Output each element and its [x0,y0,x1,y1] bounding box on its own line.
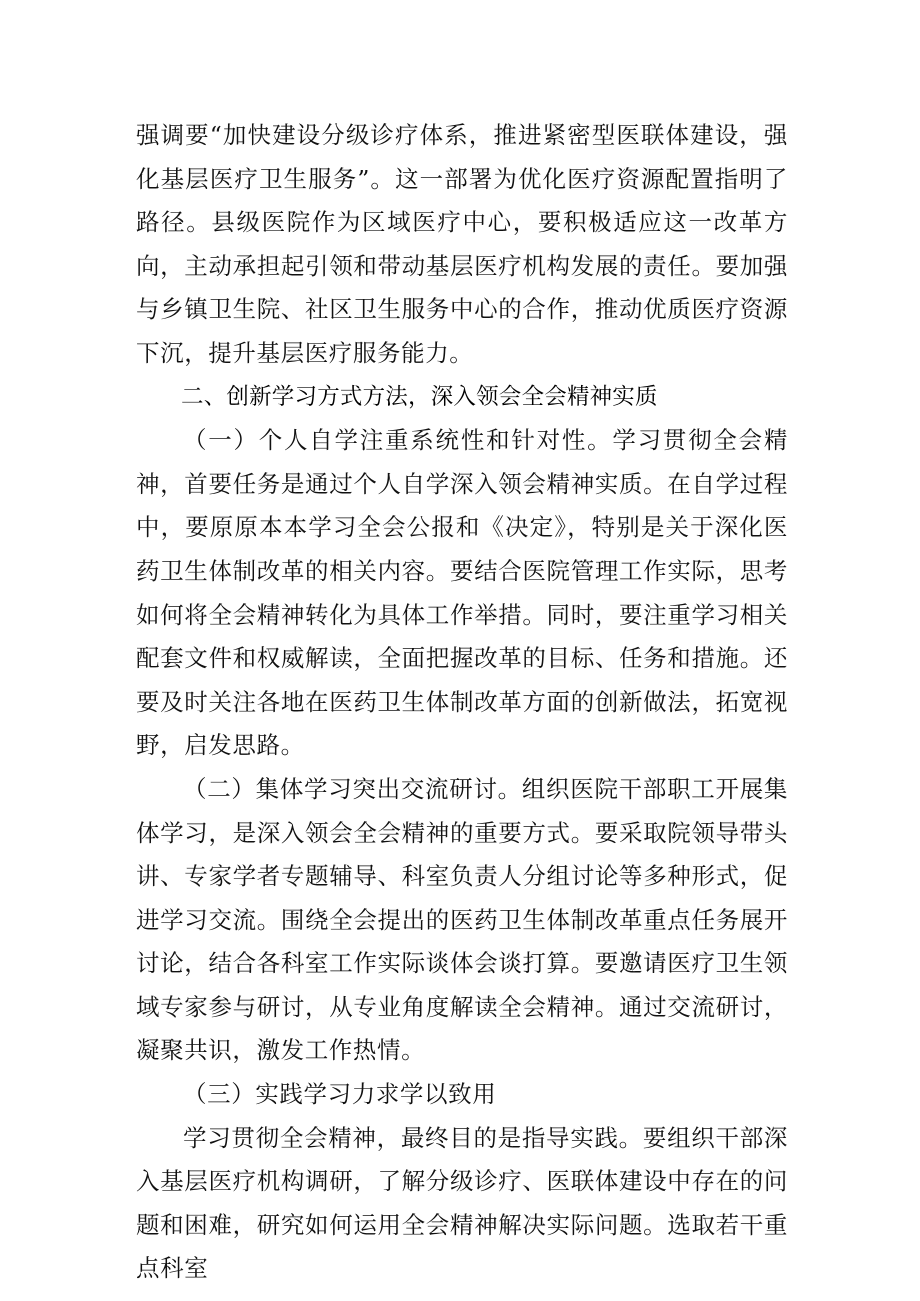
paragraph-self-study: （一）个人自学注重系统性和针对性。学习贯彻全会精神，首要任务是通过个人自学深入领会精神实质。在自学过程中，要原原本本学习全会公报和《决定》，特别是关于深化医药卫生体制改革的相关内容。要结合医院管理工作实际，思考如何将全会精神转化为具体工作举措。同时，要注重学习相关配套文件和权威解读，全面把握改革的目标、任务和措施。还要及时关注各地在医药卫生体制改革方面的创新做法，拓宽视野，启发思路。 [136,426,788,760]
subheading-practice-study: （三）实践学习力求学以致用 [183,1080,497,1109]
paragraph-group-study: （二）集体学习突出交流研讨。组织医院干部职工开展集体学习，是深入领会全会精神的重要方式。要采取院领导带头讲、专家学者专题辅导、科室负责人分组讨论等多种形式，促进学习交流。围绕全会提出的医药卫生体制改革重点任务展开讨论，结合各科室工作实际谈体会谈打算。要邀请医疗卫生领域专家参与研讨，从专业角度解读全会精神。通过交流研讨，凝聚共识，激发工作热情。 [136,774,788,1065]
paragraph-practice-study: 学习贯彻全会精神，最终目的是指导实践。要组织干部深入基层医疗机构调研，了解分级诊疗、医联体建设中存在的问题和困难，研究如何运用全会精神解决实际问题。选取若干重点科室 [136,1123,788,1283]
paragraph-resource-allocation: 强调要“加快建设分级诊疗体系，推进紧密型医联体建设，强化基层医疗卫生服务”。这一部署为优化医疗资源配置指明了路径。县级医院作为区域医疗中心，要积极适应这一改革方向，主动承担起引领和带动基层医疗机构发展的责任。要加强与乡镇卫生院、社区卫生服务中心的合作，推动优质医疗资源下沉，提升基层医疗服务能力。 [136,121,788,367]
document-body [136,114,788,1291]
section-heading-2: 二、创新学习方式方法，深入领会全会精神实质 [181,383,658,410]
